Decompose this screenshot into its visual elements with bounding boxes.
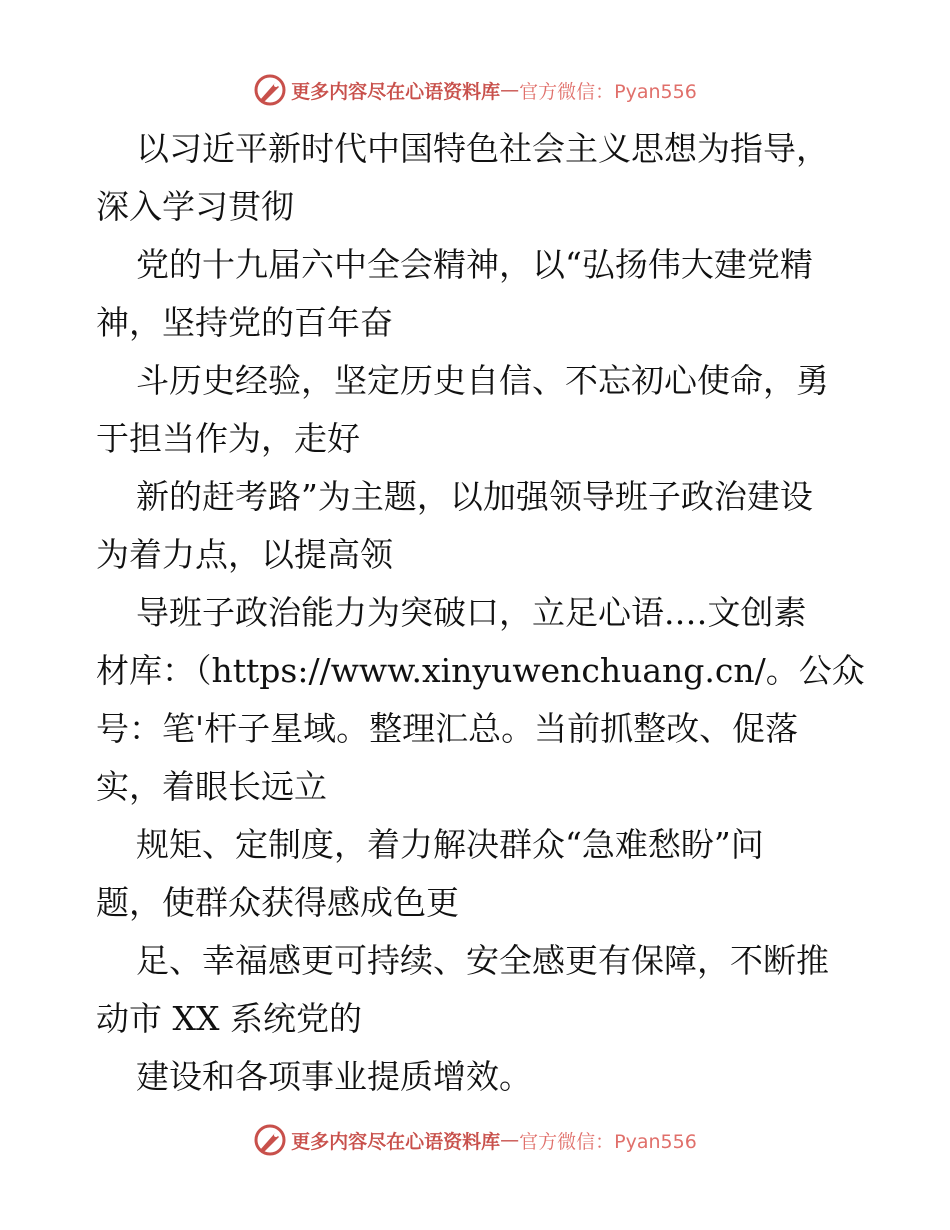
- paragraph-line: 实，着眼长远立: [96, 767, 327, 806]
- footer-contact-text: 官方微信：Pyan556: [519, 1130, 697, 1153]
- paragraph-line: 深入学习贯彻: [96, 187, 294, 226]
- pen-nib-logo-icon: [253, 73, 287, 107]
- paragraph-line: 于担当作为，走好: [96, 419, 360, 458]
- footer-dash: —: [500, 1129, 520, 1151]
- paragraph-line: 斗历史经验，坚定历史自信、不忘初心使命，勇: [136, 361, 829, 400]
- paragraph-line: 党的十九届六中全会精神，以“弘扬伟大建党精: [136, 245, 813, 284]
- header-dash: —: [500, 79, 520, 101]
- paragraph-line: 以习近平新时代中国特色社会主义思想为指导，: [136, 129, 829, 168]
- header-banner: [0, 70, 950, 110]
- footer-brand-text: 更多内容尽在心语资料库: [291, 1130, 501, 1153]
- paragraph-line: 导班子政治能力为突破口，立足心语.…文创素: [136, 593, 807, 632]
- paragraph-line: 动市 XX 系统党的: [96, 999, 362, 1038]
- paragraph-line: 足、幸福感更可持续、安全感更有保障，不断推: [136, 941, 829, 980]
- paragraph-line: 材库：（https://www.xinyuwenchuang.cn/。公众: [96, 651, 865, 690]
- paragraph-line: 为着力点，以提高领: [96, 535, 393, 574]
- pen-nib-logo-icon: [253, 1123, 287, 1157]
- paragraph-line: 号：笔'杆子星域。整理汇总。当前抓整改、促落: [96, 709, 799, 748]
- paragraph-line: 题，使群众获得感成色更: [96, 883, 459, 922]
- paragraph-line: 神，坚持党的百年奋: [96, 303, 393, 342]
- document-body: [96, 120, 876, 1106]
- header-brand-text: 更多内容尽在心语资料库: [291, 80, 501, 103]
- footer-banner: [0, 1120, 950, 1160]
- paragraph-line: 新的赶考路”为主题，以加强领导班子政治建设: [136, 477, 813, 516]
- header-contact-text: 官方微信：Pyan556: [519, 80, 697, 103]
- paragraph-line: 规矩、定制度，着力解决群众“急难愁盼”问: [136, 825, 764, 864]
- paragraph-line: 建设和各项事业提质增效。: [136, 1057, 532, 1096]
